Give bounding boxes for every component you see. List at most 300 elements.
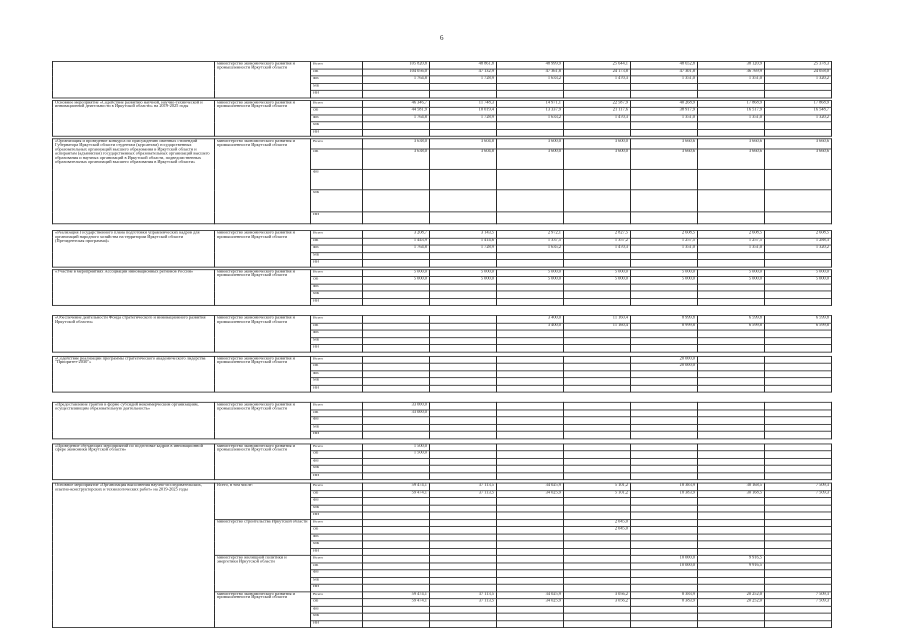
amount-cell xyxy=(631,330,698,337)
amount-cell xyxy=(363,316,430,323)
source-label: МБ xyxy=(311,424,363,431)
source-label: Всего xyxy=(311,591,363,598)
amount-cell: 1 288,3 xyxy=(765,238,832,245)
amount-cell xyxy=(698,613,765,620)
source-label: ОБ xyxy=(311,149,363,169)
source-label: Всего xyxy=(311,61,363,68)
amount-cell xyxy=(430,505,497,512)
amount-cell xyxy=(631,83,698,90)
amount-cell xyxy=(631,472,698,479)
amount-cell xyxy=(430,298,497,305)
amount-cell xyxy=(698,298,765,305)
amount-cell xyxy=(631,548,698,555)
amount-cell: 3 660,6 xyxy=(698,139,765,149)
amount-cell: 5 000,0 xyxy=(497,276,564,283)
amount-cell xyxy=(564,584,631,591)
source-label: ОБ xyxy=(311,276,363,283)
amount-cell: 1 500,0 xyxy=(363,451,430,458)
source-label: ОБ xyxy=(311,451,363,458)
amount-cell xyxy=(430,424,497,431)
amount-cell xyxy=(564,444,631,451)
amount-cell xyxy=(564,291,631,298)
amount-cell xyxy=(363,284,430,291)
amount-cell xyxy=(497,402,564,409)
amount-cell xyxy=(497,451,564,458)
amount-cell xyxy=(631,259,698,266)
amount-cell xyxy=(430,284,497,291)
event-name: «Проведение обучающих мероприятий по подготовке кадров в инновационной сфере экономики Иркутской области» xyxy=(53,444,215,480)
source-label: ИИ xyxy=(311,90,363,97)
amount-cell xyxy=(564,431,631,438)
source-label: ФБ xyxy=(311,370,363,377)
amount-cell xyxy=(698,431,765,438)
amount-cell xyxy=(631,424,698,431)
amount-cell xyxy=(564,458,631,465)
amount-cell xyxy=(564,122,631,129)
amount-cell xyxy=(564,472,631,479)
amount-cell xyxy=(765,606,832,613)
amount-cell xyxy=(564,548,631,555)
block-spacer xyxy=(53,305,833,315)
amount-cell xyxy=(698,534,765,541)
amount-cell xyxy=(564,410,631,417)
amount-cell xyxy=(765,378,832,385)
amount-cell xyxy=(765,555,832,562)
table-row xyxy=(53,402,833,409)
amount-cell xyxy=(363,363,430,370)
amount-cell: 37 113,5 xyxy=(430,483,497,490)
amount-cell xyxy=(430,122,497,129)
amount-cell: 2 972,1 xyxy=(497,231,564,238)
amount-cell xyxy=(765,259,832,266)
amount-cell xyxy=(497,330,564,337)
amount-cell xyxy=(430,512,497,519)
amount-cell xyxy=(631,370,698,377)
source-label: ИИ xyxy=(311,512,363,519)
amount-cell xyxy=(497,370,564,377)
amount-cell xyxy=(765,90,832,97)
amount-cell xyxy=(765,570,832,577)
amount-cell xyxy=(430,259,497,266)
amount-cell xyxy=(765,498,832,505)
amount-cell: 10 019,4 xyxy=(430,107,497,114)
amount-cell: 34 025,9 xyxy=(497,591,564,598)
amount-cell xyxy=(564,417,631,424)
amount-cell: 20 000,0 xyxy=(631,356,698,363)
amount-cell: 3 600,0 xyxy=(497,139,564,149)
amount-cell xyxy=(497,298,564,305)
source-label: Всего xyxy=(311,555,363,562)
amount-cell: 1 470,3 xyxy=(564,115,631,122)
source-label: Всего xyxy=(311,444,363,451)
amount-cell: 1 633,2 xyxy=(497,115,564,122)
executor-name: министерство экономического развития и промышленности Иркутской области xyxy=(215,402,311,438)
amount-cell xyxy=(430,534,497,541)
amount-cell: 37 113,5 xyxy=(430,599,497,606)
table-row xyxy=(53,483,833,490)
amount-cell xyxy=(497,613,564,620)
amount-cell xyxy=(631,337,698,344)
amount-cell xyxy=(564,345,631,352)
amount-cell: 5 000,0 xyxy=(564,269,631,276)
amount-cell xyxy=(698,169,765,189)
amount-cell xyxy=(430,363,497,370)
amount-cell xyxy=(564,284,631,291)
amount-cell xyxy=(631,451,698,458)
amount-cell: 48 999,9 xyxy=(497,61,564,68)
amount-cell: 1 257,5 xyxy=(631,238,698,245)
amount-cell xyxy=(631,465,698,472)
source-label: МБ xyxy=(311,122,363,129)
amount-cell xyxy=(765,83,832,90)
amount-cell: 9 916,5 xyxy=(698,555,765,562)
source-label: ИИ xyxy=(311,548,363,555)
amount-cell: 18 383,9 xyxy=(631,483,698,490)
amount-cell xyxy=(497,577,564,584)
amount-cell xyxy=(631,498,698,505)
amount-cell: 34 025,9 xyxy=(497,599,564,606)
amount-cell xyxy=(363,378,430,385)
amount-cell xyxy=(564,577,631,584)
amount-cell xyxy=(497,444,564,451)
amount-cell: 46 346,7 xyxy=(363,100,430,107)
amount-cell xyxy=(497,534,564,541)
executor-name: министерство строительства Иркутской области xyxy=(215,519,311,555)
event-name: «Реализация Государственного плана подготовки управленческих кадров для организаций народного хозяйства на территории Иркутской области (Президентская программа)» xyxy=(53,231,215,267)
amount-cell: 2 608,5 xyxy=(765,231,832,238)
amount-cell xyxy=(698,385,765,392)
amount-cell: 2 045,0 xyxy=(564,526,631,533)
amount-cell xyxy=(631,505,698,512)
amount-cell xyxy=(698,330,765,337)
amount-cell: 1 414,6 xyxy=(430,238,497,245)
amount-cell: 6 599,8 xyxy=(765,323,832,330)
executor-name: министерство экономического развития и промышленности Иркутской области xyxy=(215,591,311,627)
amount-cell xyxy=(497,385,564,392)
amount-cell xyxy=(497,526,564,533)
amount-cell xyxy=(363,570,430,577)
table-row xyxy=(53,231,833,238)
amount-cell: 40 268,9 xyxy=(631,100,698,107)
amount-cell xyxy=(363,323,430,330)
amount-cell xyxy=(765,370,832,377)
amount-cell xyxy=(430,190,497,212)
table-row xyxy=(53,356,833,363)
amount-cell xyxy=(430,291,497,298)
amount-cell xyxy=(363,129,430,136)
amount-cell xyxy=(765,512,832,519)
amount-cell xyxy=(631,190,698,212)
amount-cell xyxy=(430,129,497,136)
source-label: ФБ xyxy=(311,169,363,189)
amount-cell: 3 600,0 xyxy=(564,149,631,169)
amount-cell xyxy=(430,444,497,451)
amount-cell: 14 971,1 xyxy=(497,100,564,107)
amount-cell xyxy=(564,570,631,577)
amount-cell: 33 000,0 xyxy=(363,402,430,409)
amount-cell xyxy=(765,298,832,305)
amount-cell xyxy=(430,345,497,352)
amount-cell: 7 509,3 xyxy=(765,591,832,598)
amount-cell xyxy=(497,458,564,465)
amount-cell xyxy=(765,402,832,409)
amount-cell xyxy=(497,498,564,505)
amount-cell: 25 378,3 xyxy=(765,61,832,68)
amount-cell xyxy=(631,519,698,526)
amount-cell xyxy=(430,417,497,424)
amount-cell xyxy=(363,330,430,337)
source-label: ФБ xyxy=(311,570,363,577)
amount-cell xyxy=(564,620,631,627)
amount-cell xyxy=(631,291,698,298)
amount-cell xyxy=(698,548,765,555)
funding-table xyxy=(52,61,833,628)
amount-cell: 36 769,9 xyxy=(698,69,765,76)
amount-cell xyxy=(564,363,631,370)
amount-cell xyxy=(765,451,832,458)
amount-cell xyxy=(698,337,765,344)
amount-cell xyxy=(564,129,631,136)
amount-cell: 37 113,5 xyxy=(430,591,497,598)
amount-cell: 7 509,3 xyxy=(765,483,832,490)
amount-cell xyxy=(497,410,564,417)
source-label: ИИ xyxy=(311,212,363,224)
amount-cell xyxy=(497,337,564,344)
amount-cell xyxy=(765,548,832,555)
source-label: ФБ xyxy=(311,498,363,505)
amount-cell xyxy=(430,169,497,189)
amount-cell xyxy=(698,606,765,613)
event-name: «Организация и проведение конкурса по присуждению именных стипендий Губернатора Иркутской области студентам (курсантам) государственных образовательных организаций высшего образования в Иркутской области и аспирантам (адъюнктам) государственных образовательных организаций высшего образования и научных организаций в Иркутской области, подведомственных образовательных организаций высшего образования в Иркутской области» xyxy=(53,139,215,224)
amount-cell: 11 160,4 xyxy=(564,323,631,330)
amount-cell xyxy=(430,548,497,555)
source-label: МБ xyxy=(311,505,363,512)
source-label: ФБ xyxy=(311,245,363,252)
amount-cell xyxy=(765,129,832,136)
source-label: ОБ xyxy=(311,526,363,533)
amount-cell xyxy=(631,584,698,591)
source-label: МБ xyxy=(311,337,363,344)
amount-cell xyxy=(497,431,564,438)
amount-cell: 1 500,0 xyxy=(363,444,430,451)
source-label: ФБ xyxy=(311,76,363,83)
source-label: ОБ xyxy=(311,490,363,497)
source-label: ИИ xyxy=(311,620,363,627)
amount-cell xyxy=(430,613,497,620)
amount-cell xyxy=(363,563,430,570)
amount-cell xyxy=(363,291,430,298)
amount-cell xyxy=(363,555,430,562)
amount-cell xyxy=(363,613,430,620)
amount-cell xyxy=(631,284,698,291)
amount-cell xyxy=(497,620,564,627)
amount-cell xyxy=(765,385,832,392)
amount-cell: 5 000,0 xyxy=(698,276,765,283)
amount-cell xyxy=(698,472,765,479)
amount-cell xyxy=(698,519,765,526)
amount-cell: 16 548,7 xyxy=(765,107,832,114)
amount-cell xyxy=(430,83,497,90)
amount-cell xyxy=(631,534,698,541)
amount-cell xyxy=(631,417,698,424)
amount-cell: 3 604,8 xyxy=(430,149,497,169)
amount-cell xyxy=(631,410,698,417)
amount-cell: 1 470,3 xyxy=(564,76,631,83)
amount-cell: 3 604,8 xyxy=(430,139,497,149)
amount-cell xyxy=(698,444,765,451)
amount-cell: 20 252,0 xyxy=(698,591,765,598)
amount-cell xyxy=(765,584,832,591)
amount-cell xyxy=(564,534,631,541)
amount-cell xyxy=(363,122,430,129)
amount-cell: 1 635,2 xyxy=(497,245,564,252)
amount-cell xyxy=(698,122,765,129)
executor-name: министерство экономического развития и промышленности Иркутской области xyxy=(215,269,311,305)
amount-cell xyxy=(765,212,832,224)
source-label: ФБ xyxy=(311,417,363,424)
source-label: ОБ xyxy=(311,238,363,245)
amount-cell: 9 916,5 xyxy=(698,563,765,570)
amount-cell xyxy=(564,169,631,189)
source-label: Всего xyxy=(311,483,363,490)
amount-cell: 59 474,1 xyxy=(363,490,430,497)
source-label: МБ xyxy=(311,252,363,259)
amount-cell xyxy=(497,606,564,613)
source-label: ИИ xyxy=(311,345,363,352)
amount-cell xyxy=(430,526,497,533)
amount-cell: 59 474,1 xyxy=(363,483,430,490)
amount-cell xyxy=(564,465,631,472)
amount-cell xyxy=(564,498,631,505)
amount-cell xyxy=(765,410,832,417)
event-name: Основное мероприятие «Организация выполнения научно-исследовательских, опытно-конструкторских и технологических работ» на 2019-2025 годы xyxy=(53,483,215,628)
amount-cell xyxy=(564,212,631,224)
amount-cell xyxy=(363,577,430,584)
amount-cell xyxy=(430,431,497,438)
amount-cell: 38 917,9 xyxy=(631,107,698,114)
amount-cell xyxy=(698,584,765,591)
amount-cell xyxy=(698,620,765,627)
amount-cell xyxy=(363,620,430,627)
amount-cell xyxy=(765,519,832,526)
amount-cell: 1 351,0 xyxy=(698,115,765,122)
source-label: ИИ xyxy=(311,584,363,591)
executor-name: министерство жилищной политики и энергетики Иркутской области xyxy=(215,555,311,591)
amount-cell xyxy=(698,252,765,259)
amount-cell: 1 351,0 xyxy=(698,245,765,252)
amount-cell xyxy=(564,505,631,512)
amount-cell: 3 600,0 xyxy=(497,149,564,169)
executor-name: министерство экономического развития и промышленности Иркутской области xyxy=(215,231,311,267)
amount-cell xyxy=(698,345,765,352)
source-label: ОБ xyxy=(311,69,363,76)
executor-name: министерство экономического развития и промышленности Иркутской области xyxy=(215,100,311,136)
amount-cell xyxy=(765,356,832,363)
amount-cell: 6 599,8 xyxy=(698,316,765,323)
amount-cell xyxy=(497,465,564,472)
amount-cell xyxy=(363,424,430,431)
amount-cell: 1 728,9 xyxy=(430,245,497,252)
amount-cell: 17 868,9 xyxy=(765,100,832,107)
source-label: Всего xyxy=(311,316,363,323)
source-label: ОБ xyxy=(311,599,363,606)
amount-cell xyxy=(698,402,765,409)
amount-cell xyxy=(698,505,765,512)
amount-cell: 20 000,0 xyxy=(631,363,698,370)
amount-cell xyxy=(497,472,564,479)
amount-cell: 1 764,8 xyxy=(363,76,430,83)
amount-cell xyxy=(698,363,765,370)
amount-cell: 5 000,0 xyxy=(363,276,430,283)
amount-cell xyxy=(564,83,631,90)
amount-cell xyxy=(698,526,765,533)
event-name: «Содействие реализации программы стратегического академического лидерства "Приоритет-2030"» xyxy=(53,356,215,392)
amount-cell: 30 168,5 xyxy=(698,483,765,490)
amount-cell xyxy=(564,613,631,620)
amount-cell: 3 638,0 xyxy=(363,149,430,169)
amount-cell xyxy=(497,169,564,189)
amount-cell: 5 000,0 xyxy=(631,269,698,276)
amount-cell xyxy=(765,526,832,533)
amount-cell xyxy=(497,122,564,129)
amount-cell: 3 600,0 xyxy=(564,139,631,149)
table-body xyxy=(53,61,833,627)
amount-cell: 1 351,0 xyxy=(631,115,698,122)
amount-cell xyxy=(698,356,765,363)
amount-cell xyxy=(765,541,832,548)
amount-cell xyxy=(698,90,765,97)
amount-cell xyxy=(564,606,631,613)
amount-cell xyxy=(698,410,765,417)
amount-cell xyxy=(698,259,765,266)
source-label: ИИ xyxy=(311,129,363,136)
amount-cell xyxy=(430,584,497,591)
amount-cell xyxy=(430,451,497,458)
amount-cell xyxy=(564,90,631,97)
amount-cell xyxy=(497,259,564,266)
amount-cell: 5 101,2 xyxy=(564,490,631,497)
amount-cell xyxy=(698,577,765,584)
source-label: Всего xyxy=(311,402,363,409)
amount-cell xyxy=(430,402,497,409)
amount-cell: 13 337,9 xyxy=(497,107,564,114)
table-row xyxy=(53,316,833,323)
amount-cell xyxy=(564,337,631,344)
source-label: Всего xyxy=(311,269,363,276)
source-label: МБ xyxy=(311,541,363,548)
executor-name: министерство экономического развития и промышленности Иркутской области xyxy=(215,316,311,352)
event-name: «Предоставление грантов в форме субсидий некоммерческим организациям, осуществляющим образовательную деятельность» xyxy=(53,402,215,438)
amount-cell xyxy=(430,410,497,417)
amount-cell xyxy=(564,424,631,431)
amount-cell: 3 400,0 xyxy=(497,323,564,330)
amount-cell: 47 301,8 xyxy=(631,69,698,76)
amount-cell xyxy=(430,330,497,337)
amount-cell xyxy=(430,212,497,224)
amount-cell xyxy=(497,505,564,512)
event-name xyxy=(53,61,215,97)
amount-cell xyxy=(363,337,430,344)
event-name: «Участие в мероприятиях Ассоциации инновационных регионов России» xyxy=(53,269,215,305)
amount-cell: 3 638,0 xyxy=(363,139,430,149)
amount-cell: 2 608,5 xyxy=(631,231,698,238)
amount-cell xyxy=(631,378,698,385)
amount-cell xyxy=(765,337,832,344)
source-label: МБ xyxy=(311,291,363,298)
source-label: ОБ xyxy=(311,563,363,570)
amount-cell: 2 827,5 xyxy=(564,231,631,238)
source-label: ФБ xyxy=(311,284,363,291)
